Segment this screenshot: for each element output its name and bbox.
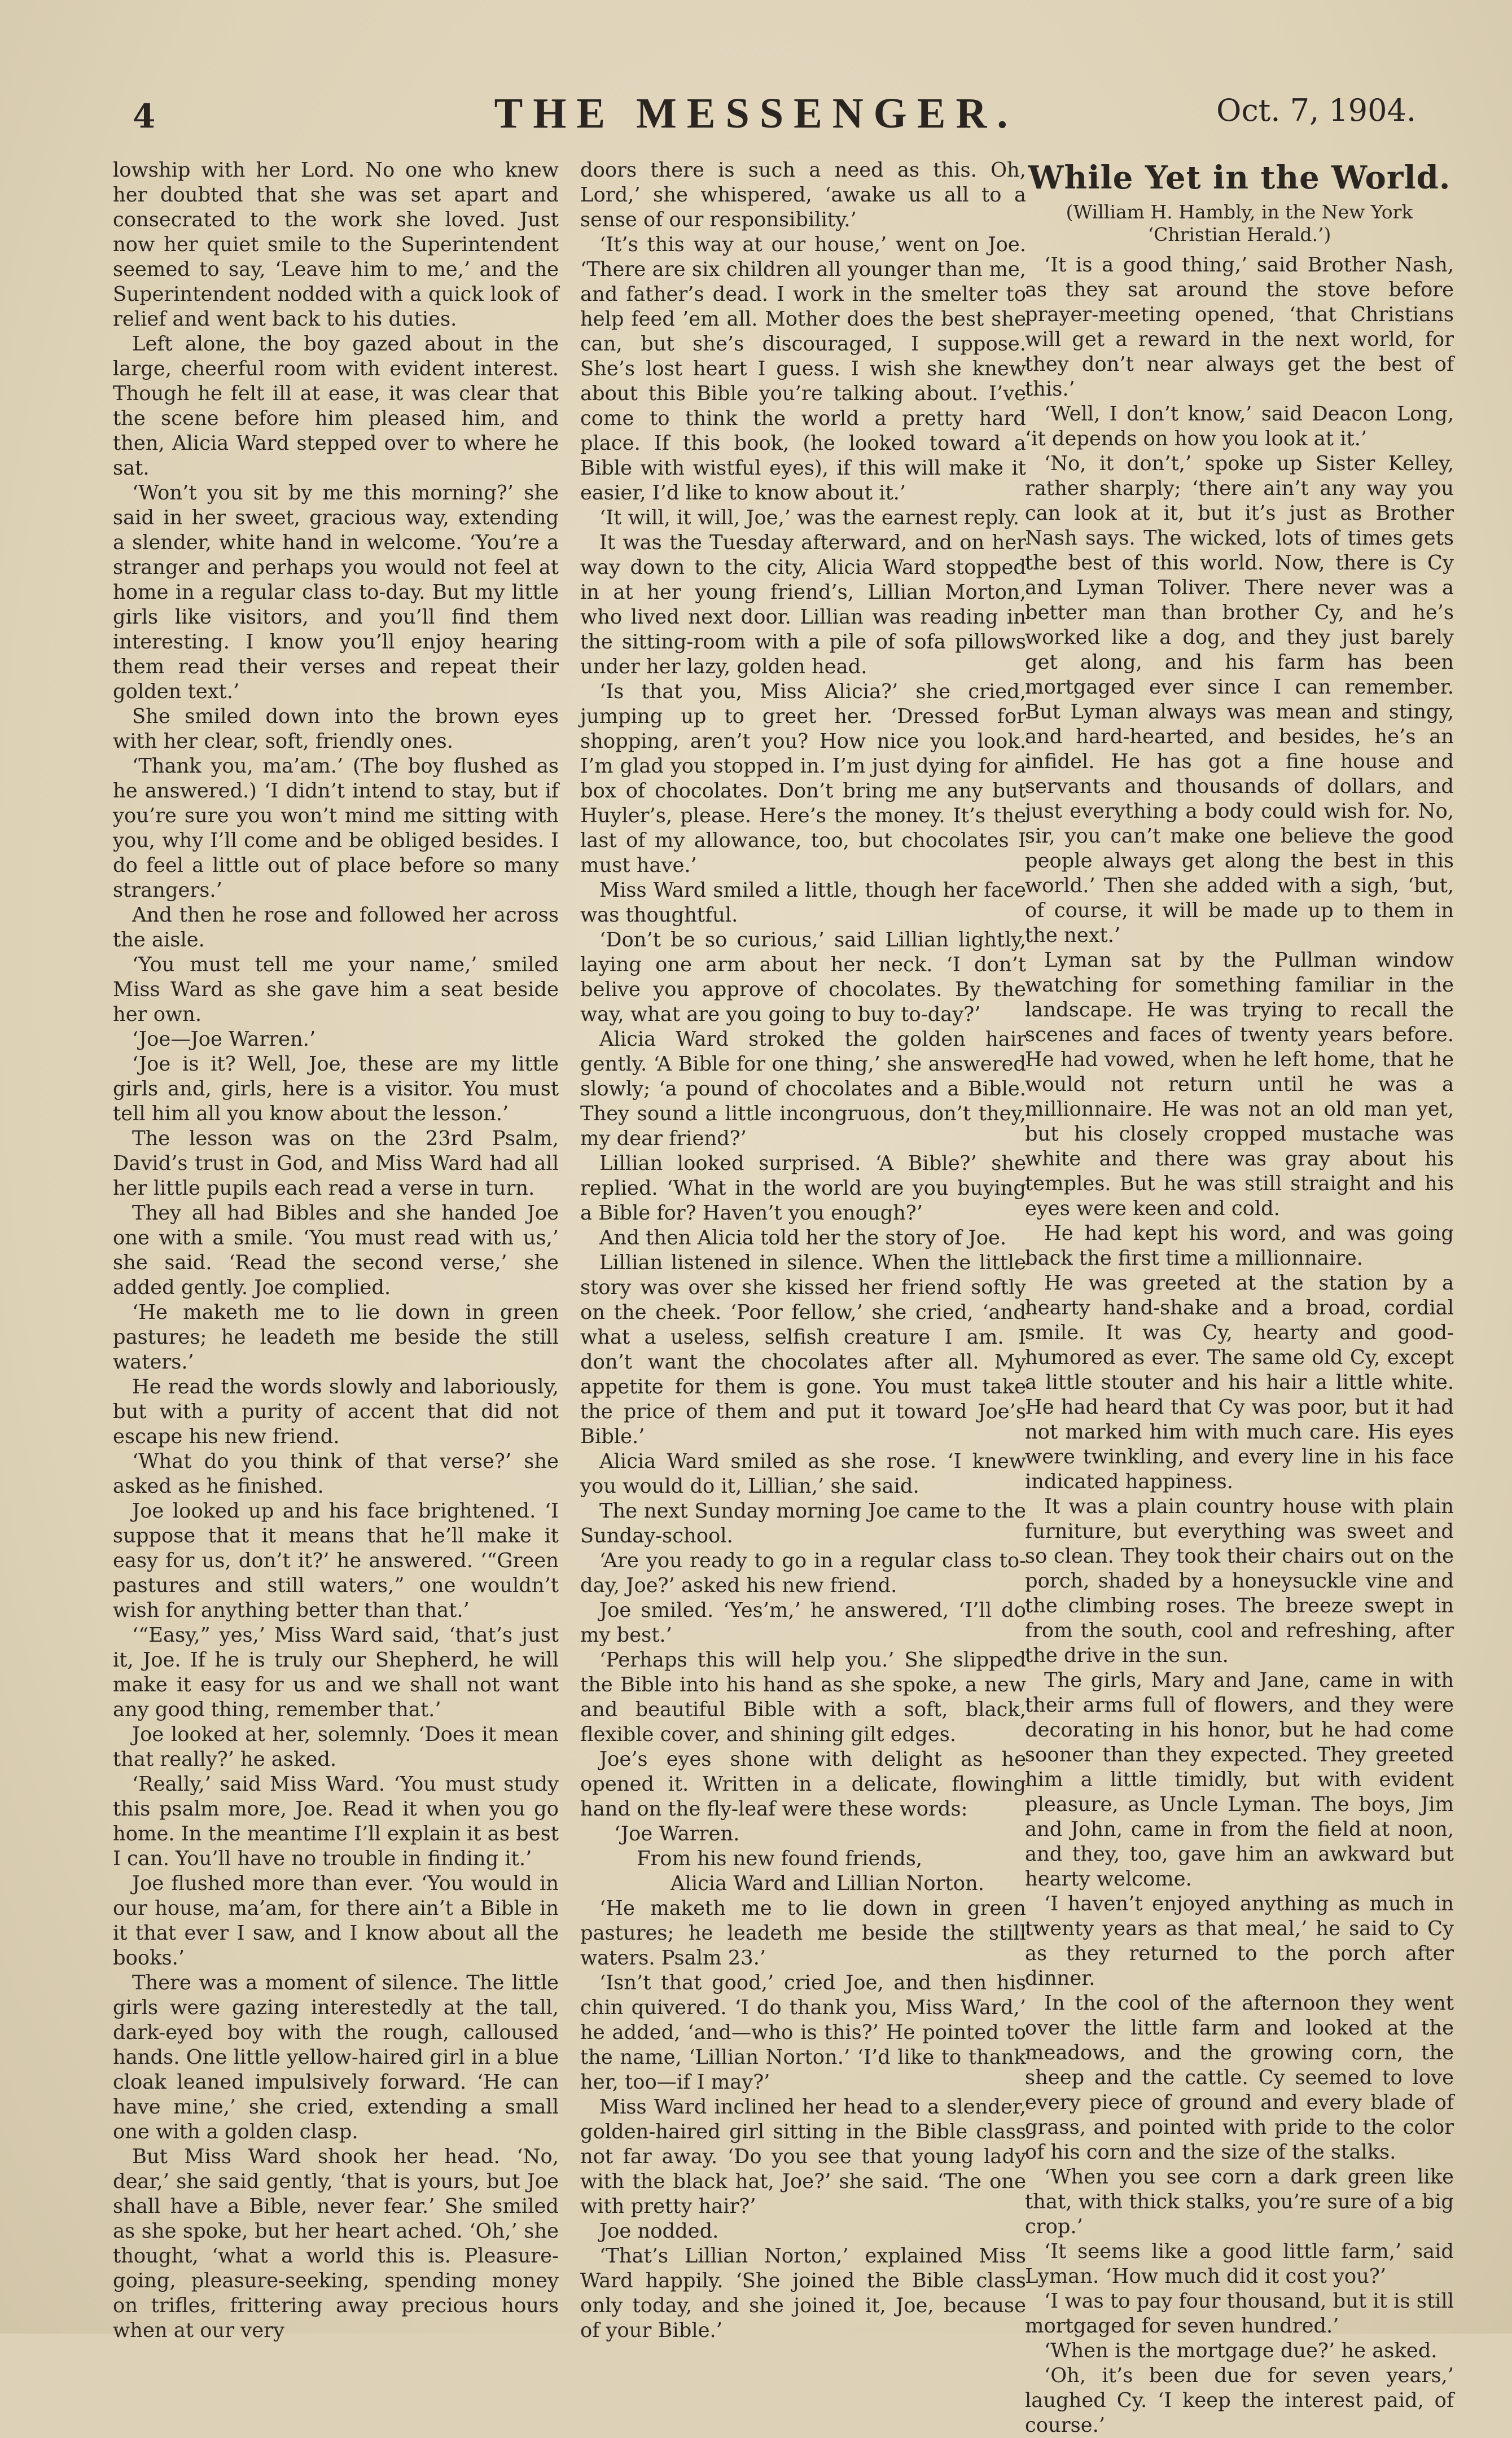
paragraph: ‘Oh, it’s been due for seven years,’ laughed Cy. ‘I keep the interest paid, of course.’ xyxy=(1025,2364,1454,2437)
paragraph: Joe looked up and his face brightened. ‘I suppose that it means that he’ll make it easy for us, don’t it?’ he answered. ‘“Green pastures and still waters,” one wouldn’t wish for anything better than that.’ xyxy=(113,1499,559,1622)
paragraph: Lillian listened in silence. When the little story was over she kissed her friend softly on the cheek. ‘Poor fellow,’ she cried, ‘and what a useless, selfish creature I am. I don’t want the chocolates after all. My appetite for them is gone. You must take the price of them and put it toward Joe’s Bible.’ xyxy=(580,1251,1026,1448)
article-byline: (William H. Hambly, in the New York ‘Christian Herald.’) xyxy=(1066,201,1413,245)
paragraph: Joe’s eyes shone with delight as he opened it. Written in a delicate, flowing hand on the fly-leaf were these words: xyxy=(580,1748,1026,1821)
paragraph: Lillian looked surprised. ‘A Bible?’ she replied. ‘What in the world are you buying a Bible for? Haven’t you enough?’ xyxy=(580,1152,1026,1225)
paragraph: He was greeted at the station by a hearty hand-shake and a broad, cordial smile. It was Cy, hearty and good-humored as ever. The same old Cy, except a little stouter and his hair a little white. He had heard that Cy was poor, but it had not marked him with much care. His eyes were twinkling, and every line in his face indicated happiness. xyxy=(1025,1271,1454,1493)
paragraph: doors there is such a need as this. Oh, Lord,’ she whispered, ‘awake us all to a sense of our responsibility.’ xyxy=(580,159,1026,231)
paragraph: Miss Ward inclined her head to a slender, golden-haired girl sitting in the Bible class not far away. ‘Do you see that young lady with the black hat, Joe?’ she said. ‘The one with pretty hair?’ xyxy=(580,2095,1026,2218)
column-3 xyxy=(1025,158,1454,2437)
paragraph: ‘Isn’t that good,’ cried Joe, and then his chin quivered. ‘I do thank you, Miss Ward,’ he added, ‘and—who is this?’ He pointed to the name, ‘Lillian Norton.’ ‘I’d like to thank her, too—if I may?’ xyxy=(580,1971,1026,2094)
paragraph: ‘Don’t be so curious,’ said Lillian lightly, laying one arm about her neck. ‘I don’t belive you approve of chocolates. By the way, what are you going to buy to-day?’ xyxy=(580,928,1026,1026)
paragraph: The lesson was on the 23rd Psalm, David’s trust in God, and Miss Ward had all her little pupils each read a verse in turn. xyxy=(113,1127,559,1200)
paragraph: ‘When is the mortgage due?’ he asked. xyxy=(1044,2339,1438,2362)
paragraph: ‘No, it don’t,’ spoke up Sister Kelley, rather sharply; ‘there ain’t any way you can look at it, but it’s just as Brother Nash says. The wicked, lots of times gets the best of this world. Now, there is Cy and Lyman Toliver. There never was a better man than brother Cy, and he’s worked like a dog, and they just barely get along, and his farm has been mortgaged ever since I can remember. But Lyman always was mean and stingy, and hard-hearted, and besides, he’s an infidel. He has got a fine house and servants and thousands of dollars, and just everything a body could wish for. No, sir, you can’t make one believe the good people always get along the best in this world.’ Then she added with a sigh, ‘but, of course, it will be made up to them in the next.’ xyxy=(1025,452,1454,947)
paragraph: ‘“Easy,” yes,’ Miss Ward said, ‘that’s just it, Joe. If he is truly our Shepherd, he will make it easy for us and we shall not want any good thing, remember that.’ xyxy=(113,1624,559,1721)
issue-date: Oct. 7, 1904. xyxy=(1216,93,1416,128)
paragraph: ‘Perhaps this will help you.’ She slipped the Bible into his hand as she spoke, a new and beautiful Bible with a soft, black, flexible cover, and shining gilt edges. xyxy=(580,1648,1026,1746)
paragraph: Joe looked at her, solemnly. ‘Does it mean that really?’ he asked. xyxy=(113,1723,559,1771)
paragraph: Left alone, the boy gazed about in the large, cheerful room with evident interest. Though he felt ill at ease, it was clear that the scene before him pleased him, and then, Alicia Ward stepped over to where he sat. xyxy=(113,332,559,480)
paragraph: There was a moment of silence. The little girls were gazing interestedly at the tall, dark-eyed boy with the rough, calloused hands. One little yellow-haired girl in a blue cloak leaned impulsively forward. ‘He can have mine,’ she cried, extending a small one with a golden clasp. xyxy=(113,1971,559,2143)
paragraph: It was the Tuesday afterward, and on her way down to the city, Alicia Ward stopped in at her young friend’s, Lillian Morton, who lived next door. Lillian was reading in the sitting-room with a pile of sofa pillows under her lazy, golden head. xyxy=(580,531,1026,678)
paragraph: ‘It is a good thing,’ said Brother Nash, as they sat around the stove before prayer-meeting opened, ‘that Christians will get a reward in the next world, for they don’t near always get the best of this.’ xyxy=(1025,253,1454,401)
page-header xyxy=(0,0,1512,152)
paragraph: They all had Bibles and she handed Joe one with a smile. ‘You must read with us,’ she said. ‘Read the second verse,’ she added gently. Joe complied. xyxy=(113,1202,559,1299)
paragraph: Lyman sat by the Pullman window watching for something familiar in the landscape. He was trying to recall the scenes and faces of twenty years before. He had vowed, when he left home, that he would not return until he was a millionnaire. He was not an old man yet, but his closely cropped mustache was white and there was gray about his temples. But he was still straight and his eyes were keen and cold. xyxy=(1025,949,1454,1220)
paragraph: Alicia Ward stroked the golden hair gently. ‘A Bible for one thing,’ she answered slowly; ‘a pound of chocolates and a Bible. They sound a little incongruous, don’t they, my dear friend?’ xyxy=(580,1028,1026,1150)
paragraph: ‘I haven’t enjoyed anything as much in twenty years as that meal,’ he said to Cy as they returned to the porch after dinner. xyxy=(1025,1892,1454,1990)
paragraph: ‘Joe—Joe Warren.’ xyxy=(132,1028,316,1051)
paragraph: ‘What do you think of that verse?’ she asked as he finished. xyxy=(113,1450,559,1498)
paragraph: ‘Really,’ said Miss Ward. ‘You must study this psalm more, Joe. Read it when you go home. In the meantime I’ll explain it as best I can. You’ll have no trouble in finding it.’ xyxy=(113,1773,559,1870)
paragraph: And then he rose and followed her across the aisle. xyxy=(113,904,559,951)
inscription-line: Alicia Ward and Lillian Norton. xyxy=(670,1872,984,1895)
paragraph: Joe smiled. ‘Yes’m,’ he answered, ‘I’ll do my best.’ xyxy=(580,1599,1026,1647)
paragraph: ‘Won’t you sit by me this morning?’ she said in her sweet, gracious way, extending a slender, white hand in welcome. ‘You’re a stranger and perhaps you would not feel at home in a regular class to-day. But my little girls like visitors, and you’ll find them interesting. I know you’ll enjoy hearing them read their verses and repeat their golden text.’ xyxy=(113,481,559,703)
paragraph: And then Alicia told her the story of Joe. xyxy=(599,1226,1007,1249)
paragraph: Joe nodded. xyxy=(599,2220,719,2243)
paragraph: In the cool of the afternoon they went over the little farm and looked at the meadows, and the growing corn, the sheep and the cattle. Cy seemed to love every piece of ground and every blade of grass, and pointed with pride to the color of his corn and the size of the stalks. xyxy=(1025,1992,1454,2164)
paragraph: Alicia Ward smiled as she rose. ‘I knew you would do it, Lillian,’ she said. xyxy=(580,1450,1026,1498)
paragraph: The girls, Mary and Jane, came in with their arms full of flowers, and they were decorating in his honor, but he had come sooner than they expected. They greeted him a little timidly, but with evident pleasure, as Uncle Lyman. The boys, Jim and John, came in from the field at noon, and they, too, gave him an awkward but hearty welcome. xyxy=(1025,1669,1454,1891)
paragraph: The next Sunday morning Joe came to the Sunday-school. xyxy=(580,1499,1026,1547)
paragraph: He read the words slowly and laboriously, but with a purity of accent that did not escape his new friend. xyxy=(113,1375,559,1448)
paragraph: But Miss Ward shook her head. ‘No, dear,’ she said gently, ‘that is yours, but Joe shall have a Bible, never fear.’ She smiled as she spoke, but her heart ached. ‘Oh,’ she thought, ‘what a world this is. Pleasure-going, pleasure-seeking, spending money on trifles, frittering away precious hours when at our very xyxy=(113,2145,559,2342)
paragraph: ‘You must tell me your name,’ smiled Miss Ward as she gave him a seat beside her own. xyxy=(113,953,559,1026)
inscription-line: ‘Joe Warren. xyxy=(614,1822,740,1845)
paragraph: ‘Is that you, Miss Alicia?’ she cried, jumping up to greet her. ‘Dressed for shopping, aren’t you? How nice you look. I’m glad you stopped in. I’m just dying for a box of chocolates. Don’t bring me any but Huyler’s, please. Here’s the money. It’s the last of my allowance, too, but chocolates I must have.’ xyxy=(580,680,1026,877)
paragraph: ‘It seems like a good little farm,’ said Lyman. ‘How much did it cost you?’ xyxy=(1025,2240,1454,2288)
paragraph: ‘Are you ready to go in a regular class to-day, Joe?’ asked his new friend. xyxy=(580,1549,1026,1597)
paragraph: Miss Ward smiled a little, though her face was thoughtful. xyxy=(580,879,1026,927)
paragraph: ‘He maketh me to lie down in green pastures; he leadeth me beside the still waters.’ xyxy=(113,1301,559,1374)
paragraph: ‘When you see corn a dark green like that, with thick stalks, you’re sure of a big crop.’ xyxy=(1025,2165,1454,2238)
column-1 xyxy=(113,158,559,2342)
page-number: 4 xyxy=(133,97,156,135)
paragraph: ‘He maketh me to lie down in green pastures; he leadeth me beside the still waters. Psalm 23.’ xyxy=(580,1897,1026,1970)
paragraph: ‘It’s this way at our house,’ went on Joe. ‘There are six children all younger than me, and father’s dead. I work in the smelter to help feed ’em all. Mother does the best she can, but she’s discouraged, I suppose. She’s lost heart I guess. I wish she knew about this Bible you’re talking about. I’ve come to think the world a pretty hard place. If this book, (he looked toward a Bible with wistful eyes), if this will make it easier, I’d like to know about it.’ xyxy=(580,233,1026,505)
article-title: While Yet in the World. xyxy=(1028,159,1451,196)
paragraph: ‘Joe is it? Well, Joe, these are my little girls and, girls, here is a visitor. You must tell him all you know about the lesson.’ xyxy=(113,1053,559,1125)
paragraph: ‘Thank you, ma’am.’ (The boy flushed as he answered.) ‘I didn’t intend to stay, but if you’re sure you won’t mind me sitting with you, why I’ll come and be obliged besides. I do feel a little out of place before so many strangers.’ xyxy=(113,755,559,902)
inscription-line: From his new found friends, xyxy=(637,1847,923,1870)
paragraph: ‘I was to pay four thousand, but it is still mortgaged for seven hundred.’ xyxy=(1025,2290,1454,2338)
paragraph: lowship with her Lord. No one who knew her doubted that she was set apart and consecrated to the work she loved. Just now her quiet smile to the Superintendent seemed to say, ‘Leave him to me,’ and the Superintendent nodded with a quick look of relief and went back to his duties. xyxy=(113,159,559,331)
paragraph: She smiled down into the brown eyes with her clear, soft, friendly ones. xyxy=(113,705,559,753)
paragraph: It was a plain country house with plain furniture, but everything was sweet and so clean. They took their chairs out on the porch, shaded by a honeysuckle vine and the climbing roses. The breeze swept in from the south, cool and refreshing, after the drive in the sun. xyxy=(1025,1495,1454,1667)
masthead-title: THE MESSENGER. xyxy=(494,90,1018,137)
paragraph: He had kept his word, and was going back the first time a millionnaire. xyxy=(1025,1222,1454,1270)
paragraph: ‘That’s Lillian Norton,’ explained Miss Ward happily. ‘She joined the Bible class only today, and she joined it, Joe, because of your Bible.’ xyxy=(580,2244,1026,2342)
paragraph: Joe flushed more than ever. ‘You would in our house, ma’am, for there ain’t a Bible in it that ever I saw, and I know about all the books.’ xyxy=(113,1872,559,1970)
paragraph: ‘Well, I don’t know,’ said Deacon Long, ‘it depends on how you look at it.’ xyxy=(1025,402,1454,450)
paragraph: ‘It will, it will, Joe,’ was the earnest reply. xyxy=(599,506,1019,529)
column-2 xyxy=(580,158,1026,2342)
